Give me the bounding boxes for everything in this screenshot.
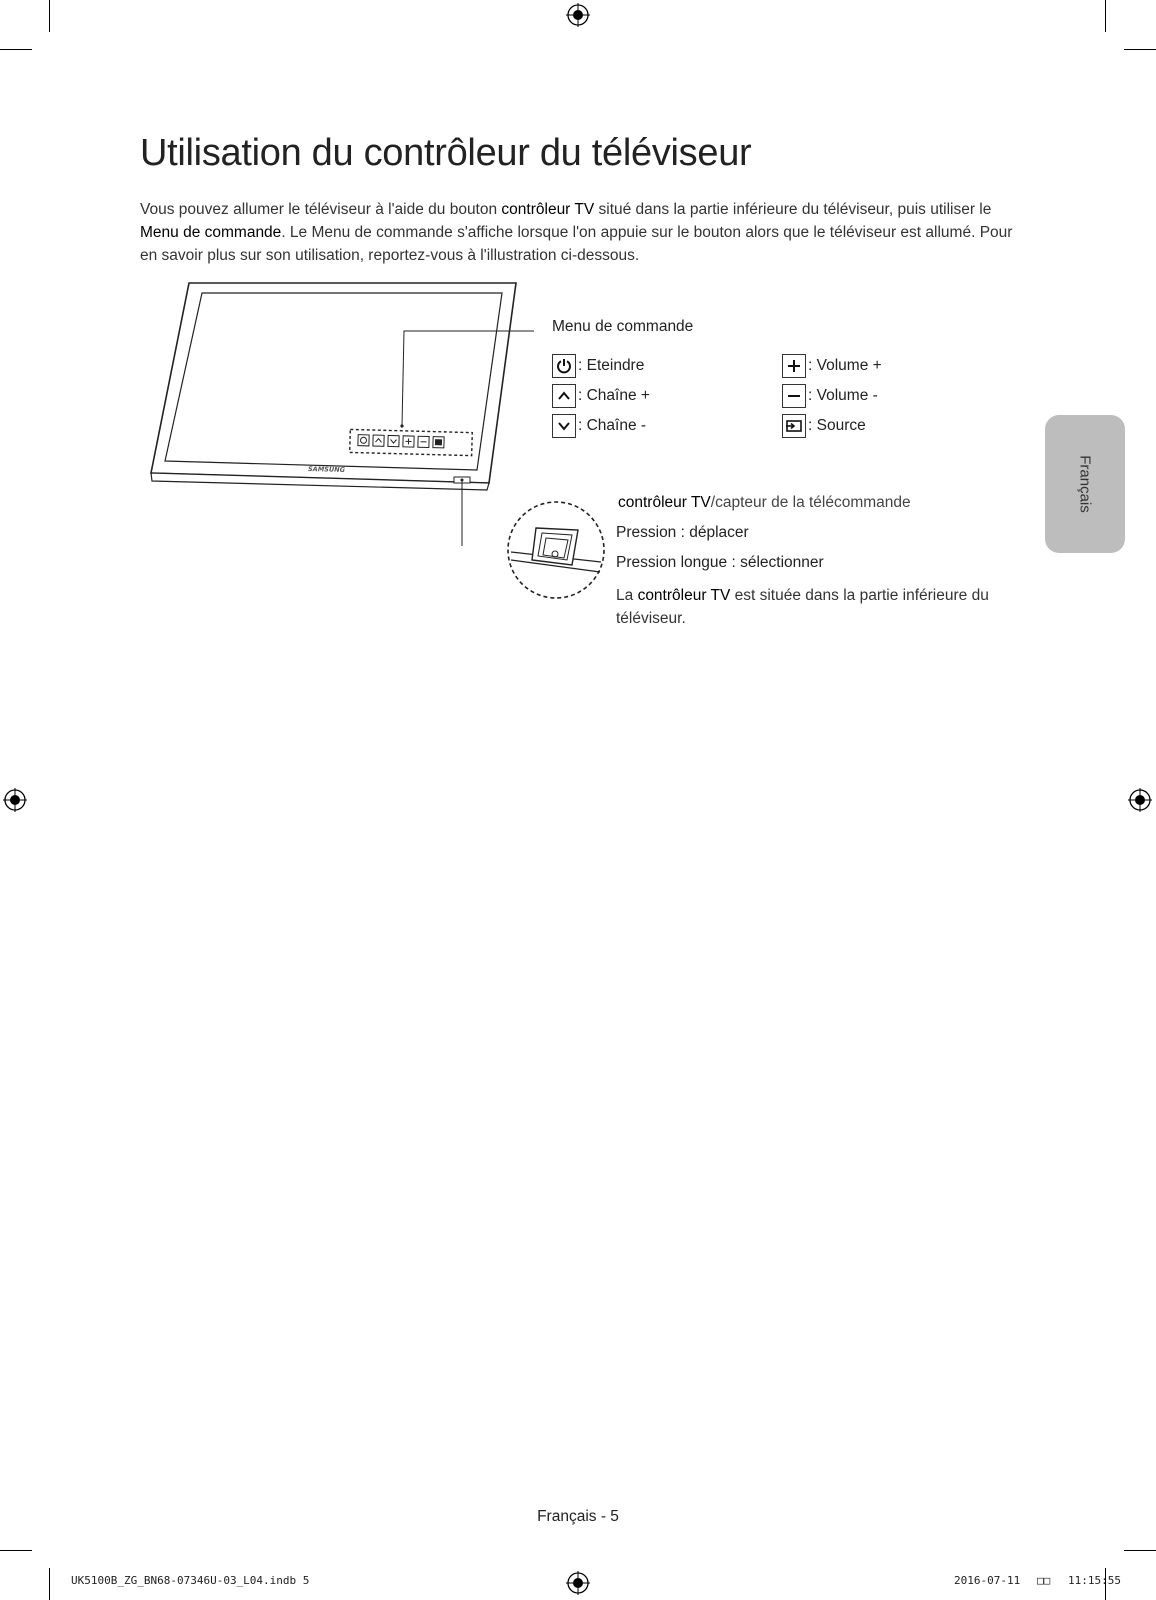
plus-icon [782,354,806,378]
crop-mark [49,0,50,32]
menu-item-power [552,353,644,379]
power-icon [552,354,576,378]
crop-mark [1105,0,1106,32]
press-instruction: Pression : déplacer [616,524,749,541]
long-press-instruction: Pression longue : sélectionner [616,554,824,571]
chevron-up-icon [552,384,576,408]
menu-item-label: : Chaîne - [578,417,647,434]
controller-label-rest: /capteur de la télécommande [710,494,911,511]
menu-item-channel-down [552,413,646,439]
menu-item-volume-up [782,353,882,379]
language-tab [1045,415,1125,553]
crop-mark [0,49,32,50]
page-title: Utilisation du contrôleur du téléviseur [140,132,752,174]
tv-illustration [140,276,540,546]
note-emphasis: contrôleur TV [637,587,731,604]
menu-title: Menu de commande [552,318,694,335]
crop-mark [1124,49,1156,50]
menu-item-volume-down [782,383,878,409]
page-footer: Français - 5 [537,1508,619,1525]
tv-brand-text: SAMSUNG [307,465,346,474]
registration-mark-icon [566,1571,590,1595]
controller-label [618,494,911,512]
intro-emphasis: Menu de commande [140,224,282,241]
intro-paragraph [140,198,1020,267]
menu-item-channel-up [552,383,650,409]
intro-text: . Le Menu de commande s'affiche lorsque l'on appuie sur le bouton alors que le téléviseur est allumé. Pour en savoir plus sur son utilisation, reportez-vous à l'illustration ci-dessous. [140,224,1013,264]
intro-text: situé dans la partie inférieure du téléviseur, puis utiliser le [594,201,992,218]
menu-item-source [782,413,866,439]
crop-mark [1124,1550,1156,1551]
intro-emphasis: contrôleur TV [501,201,595,218]
crop-mark [49,1568,50,1600]
minus-icon [782,384,806,408]
registration-mark-icon [1128,788,1152,812]
intro-text: Vous pouvez allumer le téléviseur à l'aide du bouton [140,201,502,218]
print-slug-boxes: □□ [1037,1574,1051,1587]
controller-detail-illustration [506,500,606,600]
controller-location-note [616,584,1016,630]
crop-mark [0,1550,32,1551]
menu-item-label: : Volume - [808,387,878,404]
menu-item-label: : Source [808,417,866,434]
menu-item-label: : Volume + [808,357,882,374]
note-text: est située dans la partie inférieure du téléviseur. [616,587,989,627]
registration-mark-icon [566,3,590,27]
print-slug-date: 2016-07-11 [954,1574,1021,1587]
note-text: La [616,587,638,604]
registration-mark-icon [3,788,27,812]
language-tab-label: Français [1076,455,1094,513]
print-slug-time: 11:15:55 [1068,1574,1121,1587]
chevron-down-icon [552,414,576,438]
print-slug-file: UK5100B_ZG_BN68-07346U-03_L04.indb 5 [71,1574,310,1587]
menu-item-label: : Chaîne + [578,387,650,404]
menu-item-label: : Eteindre [578,357,645,374]
source-icon [782,414,806,438]
controller-label-bold: contrôleur TV [618,494,711,511]
